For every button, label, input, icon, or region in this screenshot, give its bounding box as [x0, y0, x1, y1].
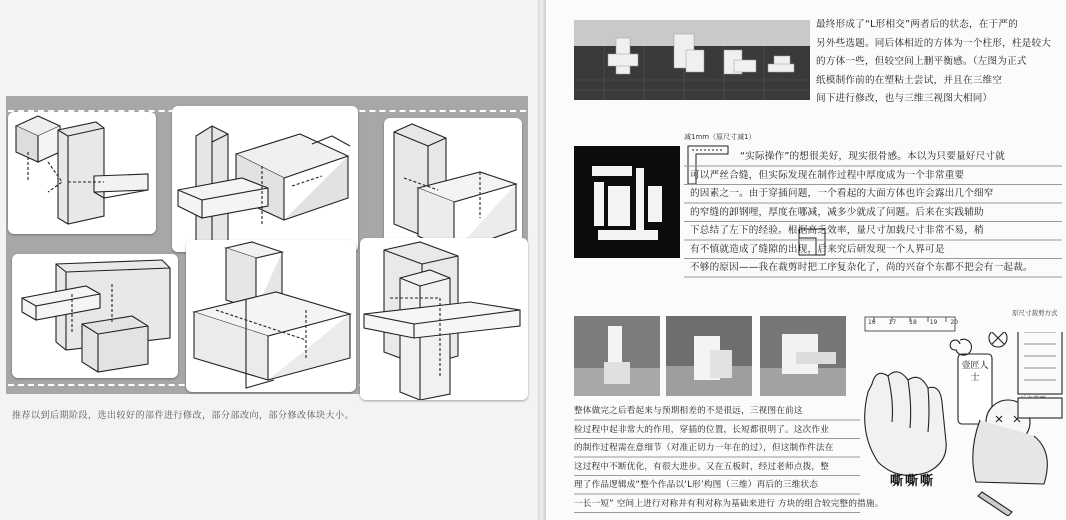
ruler-tick: 20 — [950, 319, 958, 326]
middle-note-line: 不够的原因——我在裁剪时把工序复杂化了，尚的兴奋个东都不把会有一起裁。 — [690, 262, 1033, 273]
ruler-tick: 18 — [909, 319, 917, 326]
clay-models-photo — [574, 20, 810, 100]
paper-model-photo-2 — [666, 316, 752, 396]
top-note-line: 的方体一些，但较空间上删平衡感。（左图为正式 — [816, 56, 1027, 67]
bottom-note-line: 整体做完之后看起来与预期相差的不是很远，三视图在前这 — [574, 406, 803, 416]
top-note — [816, 16, 1062, 109]
model-cutout-2 — [172, 106, 358, 252]
top-note-line: 纸模制作前的在塑粘土尝试，并且在三维空 — [816, 74, 1003, 86]
middle-note-line: 的窄缝的卸钢哩，厚度在哪减，减多少就成了问题。后来在实践辅助 — [690, 206, 984, 218]
middle-note-line: “实际操作”的想很美好，现实很骨感。本以为只要量好尺寸就 — [740, 151, 1005, 162]
bottom-note-line: 这过程中不断优化，有很大进步。又在五板时，经过老师点拨，整 — [574, 461, 830, 472]
middle-note-line: 有不慎就造成了缝隙的出现，后来究后研发现一个人界可是 — [690, 243, 945, 255]
sound-text: 嘶嘶嘶 — [890, 474, 936, 489]
model-cutout-4 — [12, 254, 178, 378]
model-cutout-6 — [360, 238, 528, 400]
top-note-line: 间下进行修改，也与三维三视图大相同） — [816, 93, 993, 104]
sketch-label-original: 原尺寸裁剪方式 — [1012, 309, 1058, 317]
bottom-note-line: 一长一短” 空间上进行对称并有利对称为基础来进行 方块的组合较完整的措施。 — [574, 498, 884, 509]
middle-note — [684, 148, 1062, 278]
middle-note-line: 的因素之一。由于穿插问题，一个看起的大面方体也许会露出几个细窄 — [690, 188, 994, 199]
bottom-note-line: 检过程中起非常大的作用，穿插的位置，长短都很明了。这次作业 — [574, 424, 830, 435]
right-page — [546, 0, 1066, 520]
bottom-note — [574, 402, 884, 516]
bottom-note-line: 理了作品逻辑成“整个作品以‘L形’构图（三维）再后的三维状态 — [574, 480, 819, 490]
paper-model-photo-1 — [574, 316, 660, 396]
paper-pieces-photo — [574, 146, 680, 258]
bottom-note-line: 的制作过程需在意细节（对准正切力一年在的过），但这制作件法在 — [574, 443, 834, 453]
ruler-ticks — [868, 319, 958, 326]
ruler-tick: 19 — [929, 319, 938, 326]
top-note-line: 另外些选题。同后体相近的方体为一个柱形，柱是较大 — [816, 37, 1052, 49]
binding-gutter — [538, 0, 546, 520]
paper-model-photo-3 — [760, 316, 846, 396]
bubble-text: 壹匠人士 — [961, 361, 989, 383]
middle-note-line: 可以严丝合缝，但实际发现在制作过程中厚度成为一个非常重要 — [690, 169, 965, 181]
ruler-tick: 17 — [888, 319, 897, 326]
model-cutout-5 — [186, 240, 356, 392]
model-cutout-1 — [8, 112, 156, 234]
ruler-tick: 16 — [868, 319, 876, 326]
dimension-label: 减1mm（原尺寸减1） — [684, 133, 756, 141]
middle-note-line: 下总结了左下的经验。根据高乏效率，量尺寸加载尺寸非常不易，稍 — [690, 225, 984, 236]
left-caption: 推荐以到后期阶段，选出较好的部件进行修改，部分部改向，部分修改体块大小。 — [12, 411, 355, 421]
top-note-line: 最终形成了“L形相交”两者后的状态，在于严的 — [816, 19, 1018, 30]
